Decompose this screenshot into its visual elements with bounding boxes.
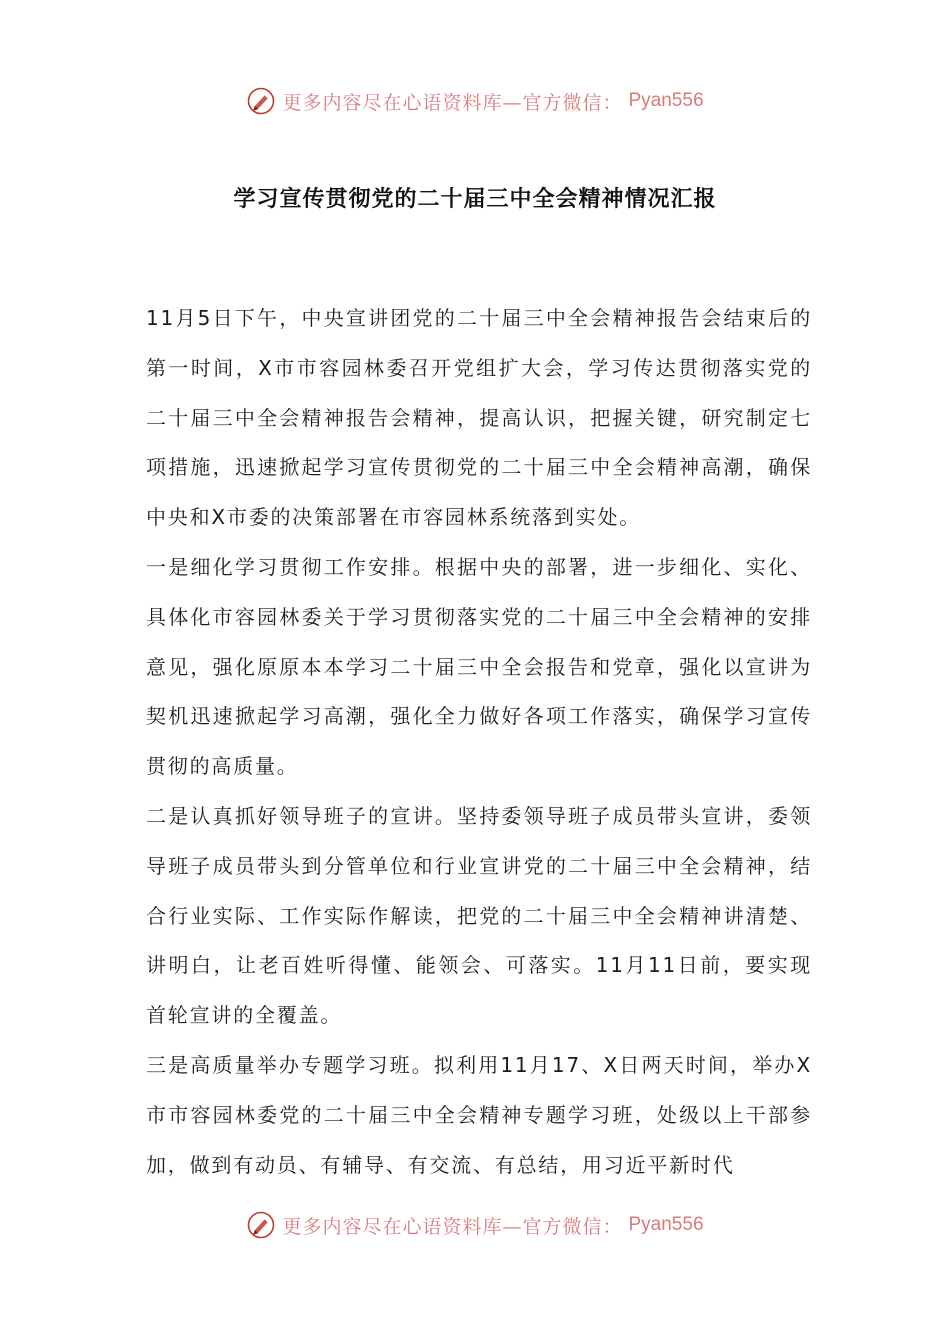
pen-seal-logo-icon: [246, 86, 276, 116]
paragraph-intro: 11月5日下午，中央宣讲团党的二十届三中全会精神报告会结束后的第一时间，X市市容园林委召开党组扩大会，学习传达贯彻落实党的二十届三中全会精神报告会精神，提高认识，把握关键，研究制定七项措施，迅速掀起学习宣传贯彻党的二十届三中全会精神高潮，确保中央和X市委的决策部署在市容园林系统落到实处。: [146, 306, 812, 530]
paragraph-measure-1: 一是细化学习贯彻工作安排。根据中央的部署，进一步细化、实化、具体化市容园林委关于学习贯彻落实党的二十届三中全会精神的安排意见，强化原原本本学习二十届三中全会报告和党章，强化以宣讲为契机迅速掀起学习高潮，强化全力做好各项工作落实，确保学习宣传贯彻的高质量。: [146, 554, 812, 779]
wechat-id: Pyan556: [628, 90, 704, 111]
wechat-id: Pyan556: [628, 1214, 704, 1235]
watermark-text: 更多内容尽在心语资料库—官方微信：: [282, 1215, 623, 1238]
footer-watermark: [0, 1210, 950, 1240]
pen-seal-logo-icon: [246, 1210, 276, 1240]
watermark-text: 更多内容尽在心语资料库—官方微信：: [282, 91, 623, 114]
paragraph-measure-3: 三是高质量举办专题学习班。拟利用11月17、X日两天时间，举办X市市容园林委党的二十届三中全会精神专题学习班，处级以上干部参加，做到有动员、有辅导、有交流、有总结，用习近平新时代: [146, 1052, 812, 1177]
document-title: 学习宣传贯彻党的二十届三中全会精神情况汇报: [233, 187, 717, 212]
paragraph-measure-2: 二是认真抓好领导班子的宣讲。坚持委领导班子成员带头宣讲，委领导班子成员带头到分管单位和行业宣讲党的二十届三中全会精神，结合行业实际、工作实际作解读，把党的二十届三中全会精神讲清楚、讲明白，让老百姓听得懂、能领会、可落实。11月11日前，要实现首轮宣讲的全覆盖。: [146, 803, 812, 1028]
header-watermark: [0, 86, 950, 116]
document-body: [146, 294, 812, 1190]
